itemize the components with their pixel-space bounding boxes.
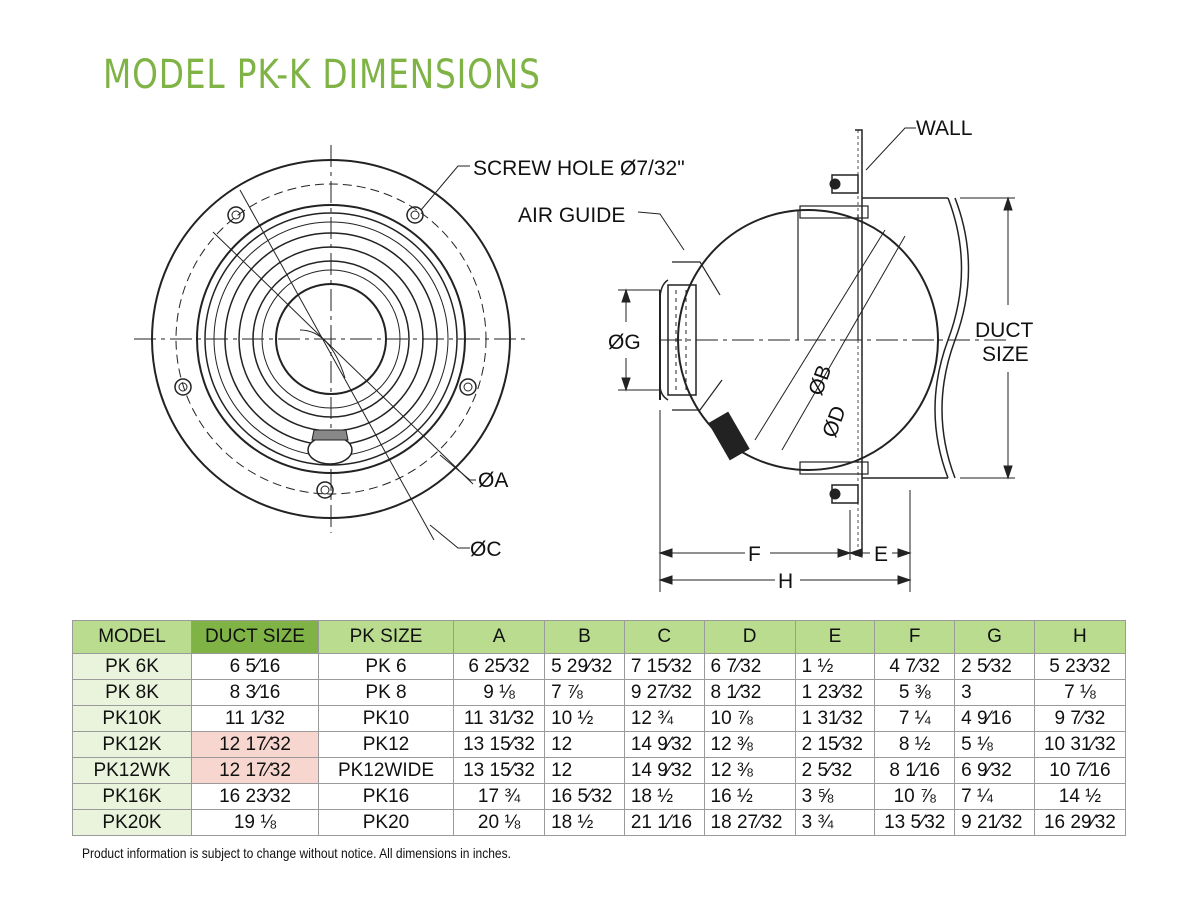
table-cell: PK12 [319,732,454,758]
table-cell: 18 ½ [624,784,704,810]
table-cell: 7 ⅛ [1034,680,1125,706]
table-cell: 18 ½ [545,810,625,836]
table-cell: 18 27⁄32 [704,810,795,836]
table-cell: 1 31⁄32 [795,706,875,732]
table-row [73,784,1126,810]
duct-size-label-line2: SIZE [982,343,1029,366]
table-row [73,654,1126,680]
column-header: F [875,621,955,654]
table-cell: 8 1⁄32 [704,680,795,706]
table-cell: 5 ⅛ [955,732,1035,758]
table-cell: 9 ⅛ [454,680,545,706]
table-cell: 2 15⁄32 [795,732,875,758]
wall-label: WALL [916,117,973,140]
table-cell: PK10K [73,706,192,732]
table-cell: 6 9⁄32 [955,758,1035,784]
table-cell: 3 [955,680,1035,706]
table-cell: 14 ½ [1034,784,1125,810]
dia-d-label: ØD [818,402,851,441]
table-cell: 7 ⅞ [545,680,625,706]
dim-h-label: H [778,570,794,593]
table-cell: 4 9⁄16 [955,706,1035,732]
table-row [73,706,1126,732]
table-cell: PK16 [319,784,454,810]
table-cell: 10 7⁄16 [1034,758,1125,784]
table-cell: 11 1⁄32 [192,706,319,732]
side-view [618,128,1015,592]
table-cell: 4 7⁄32 [875,654,955,680]
table-cell: 6 7⁄32 [704,654,795,680]
column-header: DUCT SIZE [192,621,319,654]
table-row [73,732,1126,758]
dia-c-label: ØC [470,538,502,561]
table-cell: 16 ½ [704,784,795,810]
screw-hole-label: SCREW HOLE Ø7/32" [473,157,685,180]
table-cell: 14 9⁄32 [624,758,704,784]
table-cell: 1 ½ [795,654,875,680]
table-cell: 7 ¼ [875,706,955,732]
column-header: D [704,621,795,654]
dimension-drawing [0,110,1192,600]
footnote: Product information is subject to change without notice. All dimensions in inches. [82,845,511,861]
table-cell: 3 ¾ [795,810,875,836]
dia-a-label: ØA [478,469,509,492]
table-cell: 19 ⅛ [192,810,319,836]
table-cell: 8 1⁄16 [875,758,955,784]
table-cell: 12 [545,758,625,784]
column-header: H [1034,621,1125,654]
table-cell: 20 ⅛ [454,810,545,836]
table-cell: 10 ⅞ [875,784,955,810]
table-cell: 2 5⁄32 [955,654,1035,680]
table-cell: 13 15⁄32 [454,732,545,758]
table-cell: 12 ⅜ [704,758,795,784]
column-header: G [955,621,1035,654]
table-cell: 13 5⁄32 [875,810,955,836]
table-cell: 12 17⁄32 [192,732,319,758]
table-cell: 17 ¾ [454,784,545,810]
dim-e-label: E [874,543,889,566]
table-cell: 14 9⁄32 [624,732,704,758]
table-cell: PK12K [73,732,192,758]
table-header-row [73,621,1126,654]
page-title: MODEL PK-K DIMENSIONS [103,52,541,98]
table-cell: 10 ½ [545,706,625,732]
column-header: E [795,621,875,654]
table-cell: 3 ⅝ [795,784,875,810]
table-cell: 13 15⁄32 [454,758,545,784]
table-cell: 10 ⅞ [704,706,795,732]
table-cell: 12 [545,732,625,758]
table-cell: 16 23⁄32 [192,784,319,810]
column-header: PK SIZE [319,621,454,654]
dia-b-label: ØB [804,362,837,399]
table-cell: 10 31⁄32 [1034,732,1125,758]
duct-size-label-line1: DUCT [975,319,1034,342]
table-cell: PK20 [319,810,454,836]
table-row [73,810,1126,836]
column-header: B [545,621,625,654]
air-guide-label: AIR GUIDE [518,204,626,227]
table-cell: 8 ½ [875,732,955,758]
table-cell: 21 1⁄16 [624,810,704,836]
front-view [134,145,528,548]
dimensions-table [72,620,1126,836]
table-cell: 2 5⁄32 [795,758,875,784]
table-cell: 12 ¾ [624,706,704,732]
table-cell: 5 29⁄32 [545,654,625,680]
table-cell: PK12WIDE [319,758,454,784]
table-cell: PK20K [73,810,192,836]
table-cell: 7 ¼ [955,784,1035,810]
table-cell: 5 ⅜ [875,680,955,706]
table-cell: 16 5⁄32 [545,784,625,810]
table-cell: 7 15⁄32 [624,654,704,680]
table-cell: 16 29⁄32 [1034,810,1125,836]
table-cell: PK12WK [73,758,192,784]
table-cell: PK16K [73,784,192,810]
dim-f-label: F [748,543,761,566]
table-cell: PK 8K [73,680,192,706]
table-cell: 9 27⁄32 [624,680,704,706]
table-cell: PK 8 [319,680,454,706]
table-row [73,758,1126,784]
table-row [73,680,1126,706]
table-cell: 11 31⁄32 [454,706,545,732]
column-header: A [454,621,545,654]
table-cell: 8 3⁄16 [192,680,319,706]
table-cell: 9 7⁄32 [1034,706,1125,732]
dia-g-label: ØG [608,331,641,354]
table-cell: PK 6K [73,654,192,680]
table-cell: 12 ⅜ [704,732,795,758]
table-cell: PK 6 [319,654,454,680]
table-cell: 9 21⁄32 [955,810,1035,836]
table-cell: PK10 [319,706,454,732]
table-cell: 1 23⁄32 [795,680,875,706]
table-cell: 6 25⁄32 [454,654,545,680]
table-cell: 12 17⁄32 [192,758,319,784]
column-header: C [624,621,704,654]
table-cell: 5 23⁄32 [1034,654,1125,680]
table-cell: 6 5⁄16 [192,654,319,680]
column-header: MODEL [73,621,192,654]
